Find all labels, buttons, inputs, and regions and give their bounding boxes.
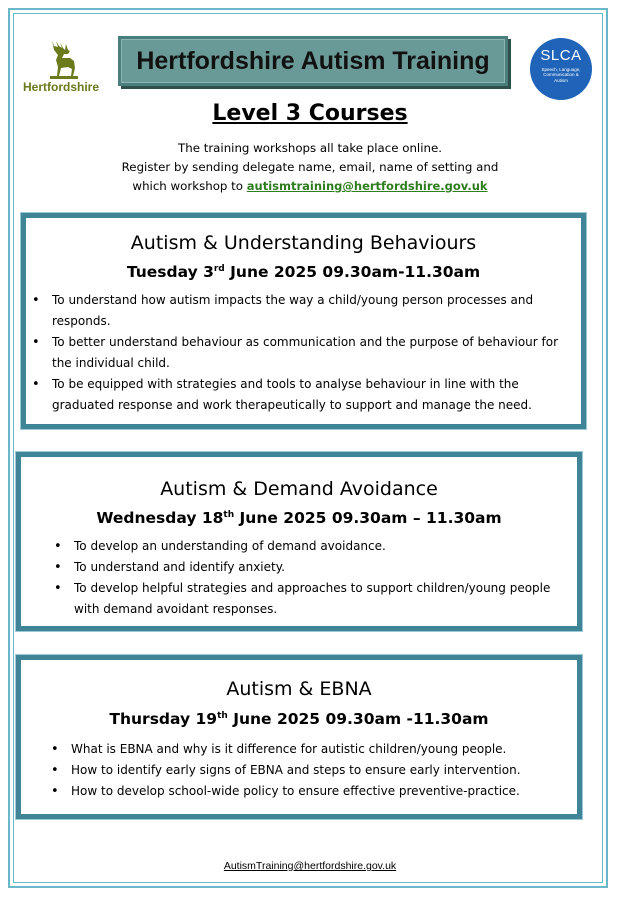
hertfordshire-logo [18,38,104,94]
level-heading: Level 3 Courses [212,101,408,126]
page-title: Hertfordshire Autism Training [136,46,490,75]
objective-item: • To understand how autism impacts the way a child/young person processes and responds. [32,290,572,332]
course-card-behaviours [21,213,586,429]
course-date-suffix: th [223,509,235,520]
objective-item: • How to develop school-wide policy to ensure effective preventive-practice. [51,781,569,802]
course-date-rest: June 2025 09.30am-11.30am [224,263,481,281]
course-date-suffix: rd [213,263,225,274]
slca-logo-tagline: Speech, Language, Communication & Autism [541,67,581,83]
course-date-day: Wednesday 18 [96,509,224,527]
course-card-demand-avoidance [16,452,582,631]
intro-line-2: Register by sending delegate name, email, name of setting and [121,160,499,174]
intro-line-1: The training workshops all take place online. [178,141,442,155]
stag-icon [46,38,82,80]
course-date-rest: June 2025 09.30am – 11.30am [234,509,502,527]
intro-text [0,139,620,196]
objective-item: • To develop an understanding of demand avoidance. [54,536,572,557]
objective-item: • To be equipped with strategies and tools to analyse behaviour in line with the graduated response and work therapeutically to support and manage the need. [32,374,572,416]
objective-item: • How to identify early signs of EBNA and steps to ensure early intervention. [51,760,569,781]
course-objectives [54,536,572,620]
footer-email-link[interactable]: AutismTraining@hertfordshire.gov.uk [223,860,397,872]
objective-item: • To develop helpful strategies and approaches to support children/young people with demand avoidant responses. [54,578,572,620]
title-banner-inner [121,39,505,83]
title-banner [118,36,508,86]
course-date [21,710,577,728]
intro-line-3 [0,177,620,196]
council-name: Hertfordshire [22,80,99,94]
course-date [21,509,577,527]
registration-email-link[interactable]: autismtraining@hertfordshire.gov.uk [246,179,488,193]
course-date-day: Tuesday 3 [126,263,214,281]
objective-item: • To better understand behaviour as communication and the purpose of behaviour for the individual child. [32,332,572,374]
slca-logo-acronym: SLCA [540,47,582,64]
course-date-suffix: th [217,710,228,721]
course-date-rest: June 2025 09.30am -11.30am [227,710,489,728]
course-date-day: Thursday 19 [109,710,218,728]
course-title: Autism & Understanding Behaviours [130,232,477,254]
course-card-ebna [16,655,582,819]
intro-line-3-prefix: which workshop to [132,179,244,193]
footer [0,860,620,872]
objective-item: • To understand and identify anxiety. [54,557,572,578]
course-objectives [51,739,569,802]
slca-logo [530,38,592,100]
course-objectives [32,290,572,416]
course-title: Autism & EBNA [226,678,372,700]
course-date [26,263,581,281]
objective-item: • What is EBNA and why is it difference for autistic children/young people. [51,739,569,760]
course-title: Autism & Demand Avoidance [160,478,438,500]
